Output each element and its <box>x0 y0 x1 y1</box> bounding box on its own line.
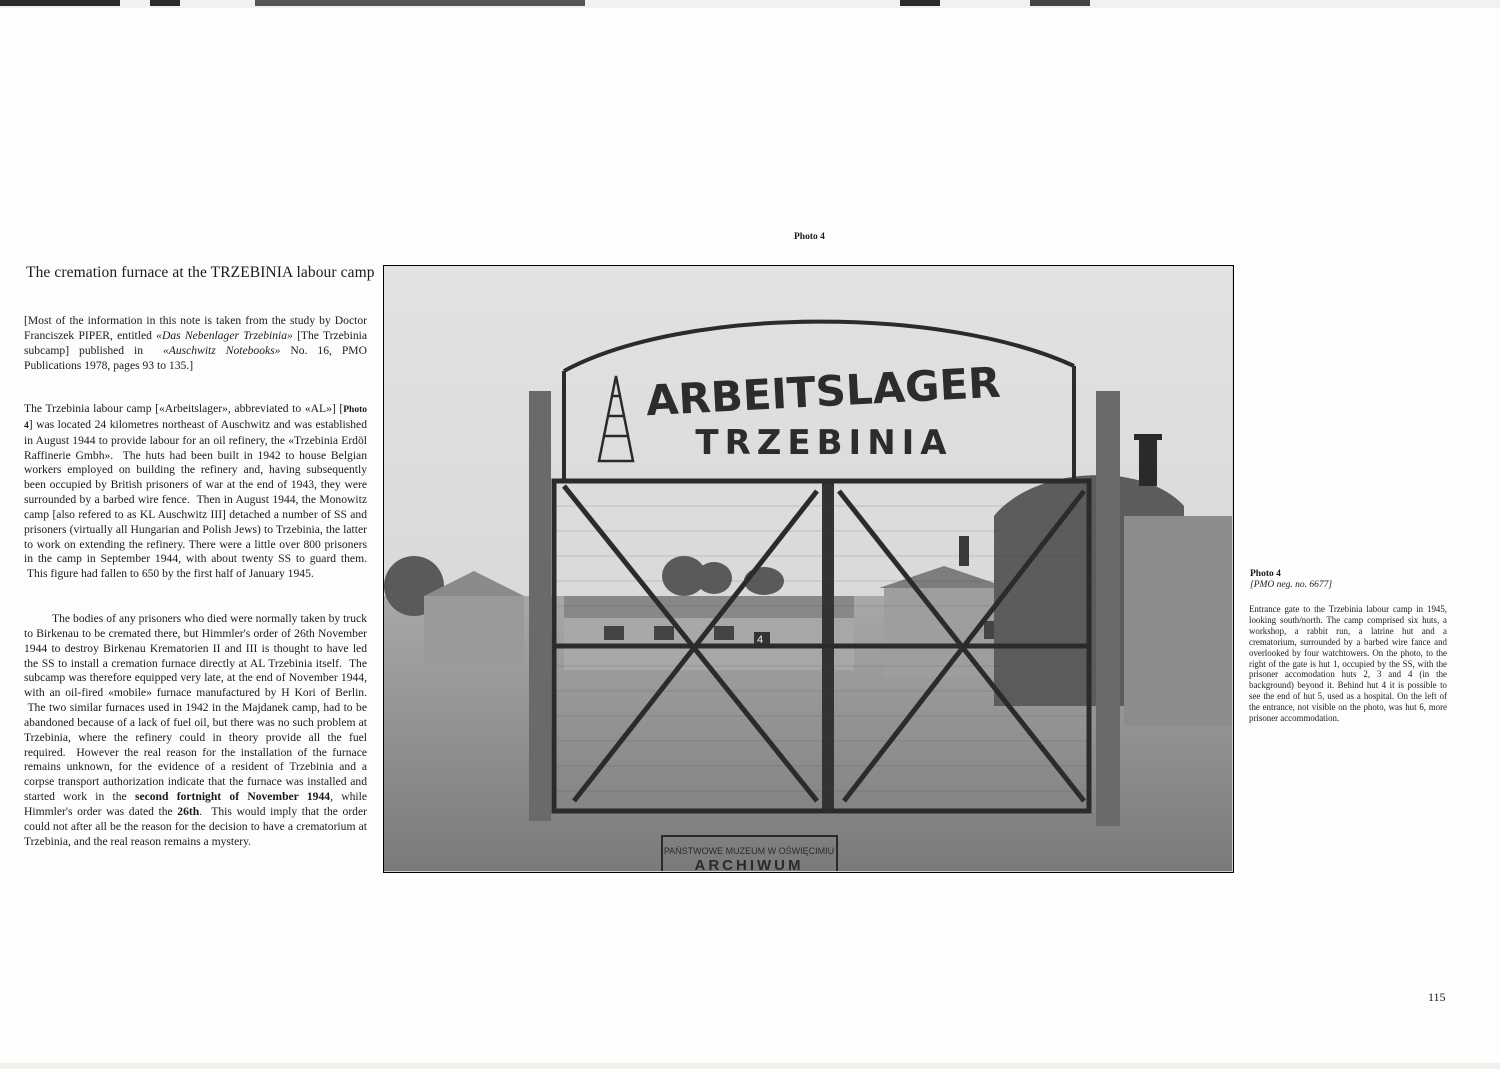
article-heading: The cremation furnace at the TRZEBINIA labour camp <box>26 264 375 281</box>
camp-gate-photo <box>384 266 1232 871</box>
top-edge-strip <box>0 0 1500 8</box>
hut-number-4: 4 <box>757 634 764 646</box>
bottom-edge-strip <box>0 1063 1500 1069</box>
caption-body: Entrance gate to the Trzebinia labour camp in 1945, looking south/north. The camp comprised six huts, a workshop, a rabbit run, a latrine hut and a crematorium, surrounded by a barbed wire fance and overlooked by four watchtowers. On the photo, to the right of the gate is hut 1, occupied by the SS, with the prisoner accomodation huts 2, 3 and 4 (in the background) beyond it. Behind hut 4 it is possible to see the end of hut 5, used as a hospital. On the left of the entrance, not visible on the photo, was hut 6, more prisoner accommodation. <box>1249 604 1447 724</box>
photo-frame <box>383 265 1234 873</box>
paragraph-2: The bodies of any prisoners who died were normally taken by truck to Birkenau to be cremated there, but Himmler's order of 26th November 1944 to destroy Birkenau Krematorien II and III is thought to have led the SS to install a cremation furnace directly at AL Trzebinia itself. The subcamp was therefore equipped very late, at the end of November 1944, with an oil-fired «mobile» furnace manufactured by H Kori of Berlin. The two similar furnaces used in 1942 in the Majdanek camp, had to be abandoned because of a lack of fuel oil, but there was no such problem at Trzebinia, where the refinery could in theory provide all the fuel required. However the real reason for the installation of the furnace remains unknown, for the evidence of a resident of Trzebinia and a corpse transport authorization indicate that the furnace was installed and started work in the second fortnight of November 1944, while Himmler's order was dated the 26th. This would imply that the order could not after all be the reason for the decision to have a crematorium at Trzebinia, and the real reason remains a mystery. <box>24 612 367 848</box>
sign-bottom-text: TRZEBINIA <box>695 423 953 463</box>
page-number: 115 <box>1428 990 1446 1004</box>
source-note: [Most of the information in this note is taken from the study by Doctor Franciszek PIPER, entitled «Das Nebenlager Trzebinia» [The Trzebinia subcamp] published in «Auschwitz Notebooks» No. 16, PMO Publications 1978, pages 93 to 135.] <box>24 314 367 372</box>
caption-reference: [PMO neg. no. 6677] <box>1250 580 1333 590</box>
svg-text:PAŃSTWOWE MUZEUM W OŚWIĘCIMIU: PAŃSTWOWE MUZEUM W OŚWIĘCIMIU <box>663 846 835 856</box>
paragraph-1: The Trzebinia labour camp [«Arbeitslager», abbreviated to «AL»] [Photo 4] was located 24 kilometres northeast of Auschwitz and was established in August 1944 to provide labour for an oil refinery, the «Trzebinia Erdöl Raffinerie Gmbh». The huts had been built in 1942 to house Belgian workers employed on building the refinery and, having subsequently been occupied by British prisoners of war at the end of 1943, they were surrounded by a barbed wire fence. Then in August 1944, the Monowitz camp [also refered to as KL Auschwitz III] detached a number of SS and prisoners (virtually all Hungarian and Polish Jews) to Trzebinia, the latter to work on extending the refinery. There were a little over 800 prisoners in the camp in September 1944, with about twenty SS to guard them. This figure had fallen to 650 by the first half of January 1945. <box>24 402 367 581</box>
svg-text:ARCHIWUM: ARCHIWUM <box>694 857 804 871</box>
sign-top-text: ARBEITSLAGER <box>644 357 1002 426</box>
photo-label: Photo 4 <box>794 232 825 242</box>
caption-title: Photo 4 <box>1250 569 1281 579</box>
